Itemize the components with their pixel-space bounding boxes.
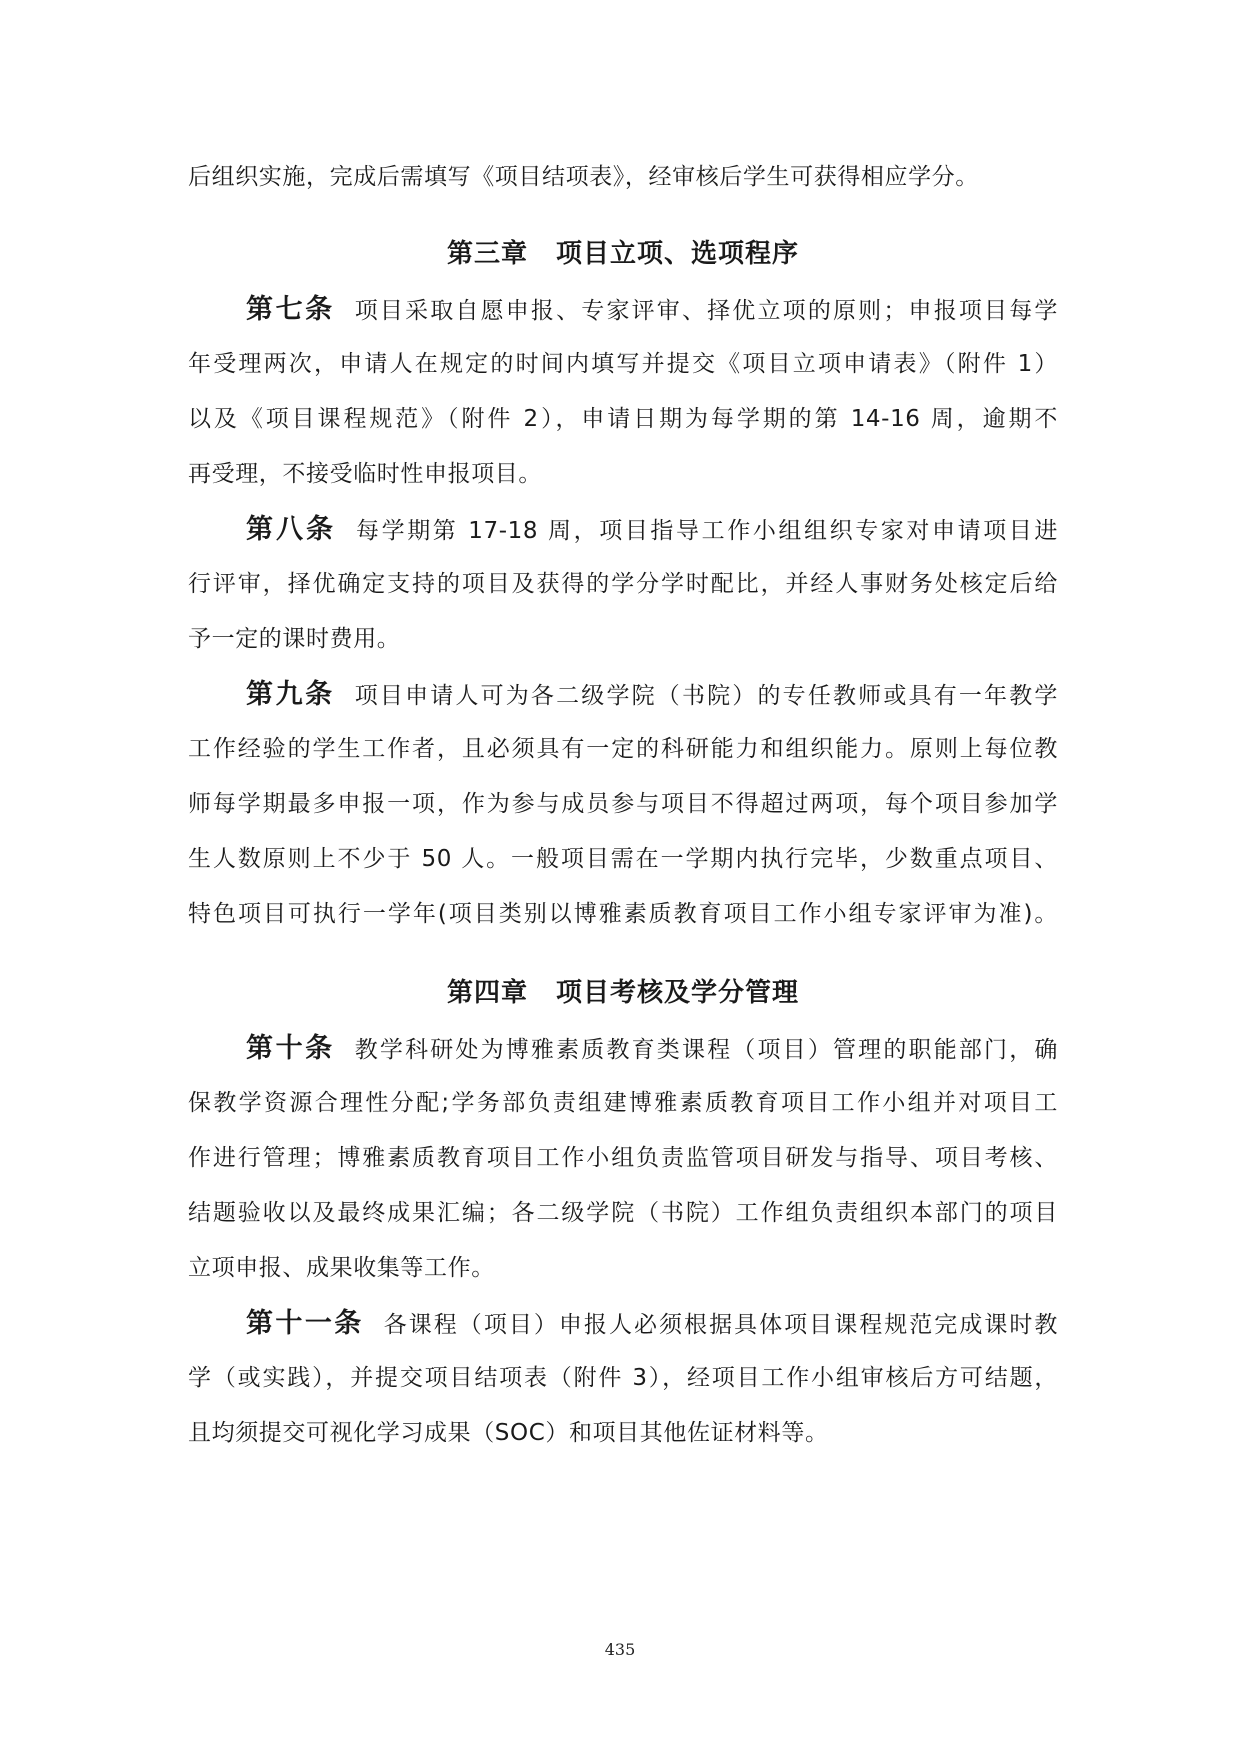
article-line: 生人数原则上不少于 50 人。一般项目需在一学期内执行完毕，少数重点项目、 bbox=[188, 846, 1058, 872]
article-line: 再受理，不接受临时性申报项目。 bbox=[188, 461, 542, 487]
article-7 bbox=[188, 282, 1058, 502]
article-line: 师每学期最多申报一项，作为参与成员参与项目不得超过两项，每个项目参加学 bbox=[188, 791, 1058, 817]
article-11 bbox=[188, 1296, 1058, 1461]
article-line: 结题验收以及最终成果汇编；各二级学院（书院）工作组负责组织本部门的项目 bbox=[188, 1200, 1058, 1226]
article-11-label: 第十一条 bbox=[246, 1308, 364, 1339]
article-line: 年受理两次，申请人在规定的时间内填写并提交《项目立项申请表》（附件 1） bbox=[188, 351, 1058, 377]
page-number: 435 bbox=[604, 1640, 636, 1659]
article-line: 保教学资源合理性分配;学务部负责组建博雅素质教育项目工作小组并对项目工 bbox=[188, 1090, 1058, 1116]
article-line: 特色项目可执行一学年(项目类别以博雅素质教育项目工作小组专家评审为准)。 bbox=[188, 901, 1058, 927]
document-page bbox=[188, 150, 1058, 1461]
article-11-text: 各课程（项目）申报人必须根据具体项目课程规范完成课时教 bbox=[383, 1312, 1059, 1338]
article-line bbox=[188, 502, 1058, 557]
article-line: 以及《项目课程规范》（附件 2），申请日期为每学期的第 14-16 周，逾期不 bbox=[188, 406, 1058, 432]
chapter-3-title: 项目立项、选项程序 bbox=[556, 239, 800, 269]
chapter-4-title: 项目考核及学分管理 bbox=[556, 978, 800, 1008]
article-line: 且均须提交可视化学习成果（SOC）和项目其他佐证材料等。 bbox=[188, 1420, 829, 1446]
article-line: 立项申报、成果收集等工作。 bbox=[188, 1255, 495, 1281]
article-line: 予一定的课时费用。 bbox=[188, 626, 401, 652]
chapter-4-number: 第四章 bbox=[446, 978, 528, 1008]
article-9 bbox=[188, 667, 1058, 942]
article-8 bbox=[188, 502, 1058, 667]
article-10-text: 教学科研处为博雅素质教育类课程（项目）管理的职能部门，确 bbox=[354, 1037, 1058, 1063]
article-line bbox=[188, 1021, 1058, 1076]
article-10 bbox=[188, 1021, 1058, 1296]
article-line bbox=[188, 282, 1058, 337]
article-line: 行评审，择优确定支持的项目及获得的学分学时配比，并经人事财务处核定后给 bbox=[188, 571, 1058, 597]
continuation-line: 后组织实施，完成后需填写《项目结项表》，经审核后学生可获得相应学分。 bbox=[188, 164, 979, 190]
article-line bbox=[188, 667, 1058, 722]
article-8-label: 第八条 bbox=[246, 514, 336, 545]
article-10-label: 第十条 bbox=[246, 1033, 335, 1064]
article-8-text: 每学期第 17-18 周，项目指导工作小组组织专家对申请项目进 bbox=[356, 518, 1058, 544]
article-line: 工作经验的学生工作者，且必须具有一定的科研能力和组织能力。原则上每位教 bbox=[188, 736, 1058, 762]
article-9-text: 项目申请人可为各二级学院（书院）的专任教师或具有一年教学 bbox=[354, 683, 1058, 709]
article-line: 作进行管理；博雅素质教育项目工作小组负责监管项目研发与指导、项目考核、 bbox=[188, 1145, 1058, 1171]
article-line: 学（或实践），并提交项目结项表（附件 3），经项目工作小组审核后方可结题， bbox=[188, 1365, 1058, 1391]
chapter-4-heading bbox=[188, 966, 1058, 1021]
article-9-label: 第九条 bbox=[246, 679, 335, 710]
article-7-label: 第七条 bbox=[246, 294, 335, 325]
article-line bbox=[188, 1296, 1058, 1351]
chapter-3-heading bbox=[188, 227, 1058, 282]
article-7-text: 项目采取自愿申报、专家评审、择优立项的原则；申报项目每学 bbox=[354, 298, 1058, 324]
chapter-3-number: 第三章 bbox=[446, 239, 528, 269]
